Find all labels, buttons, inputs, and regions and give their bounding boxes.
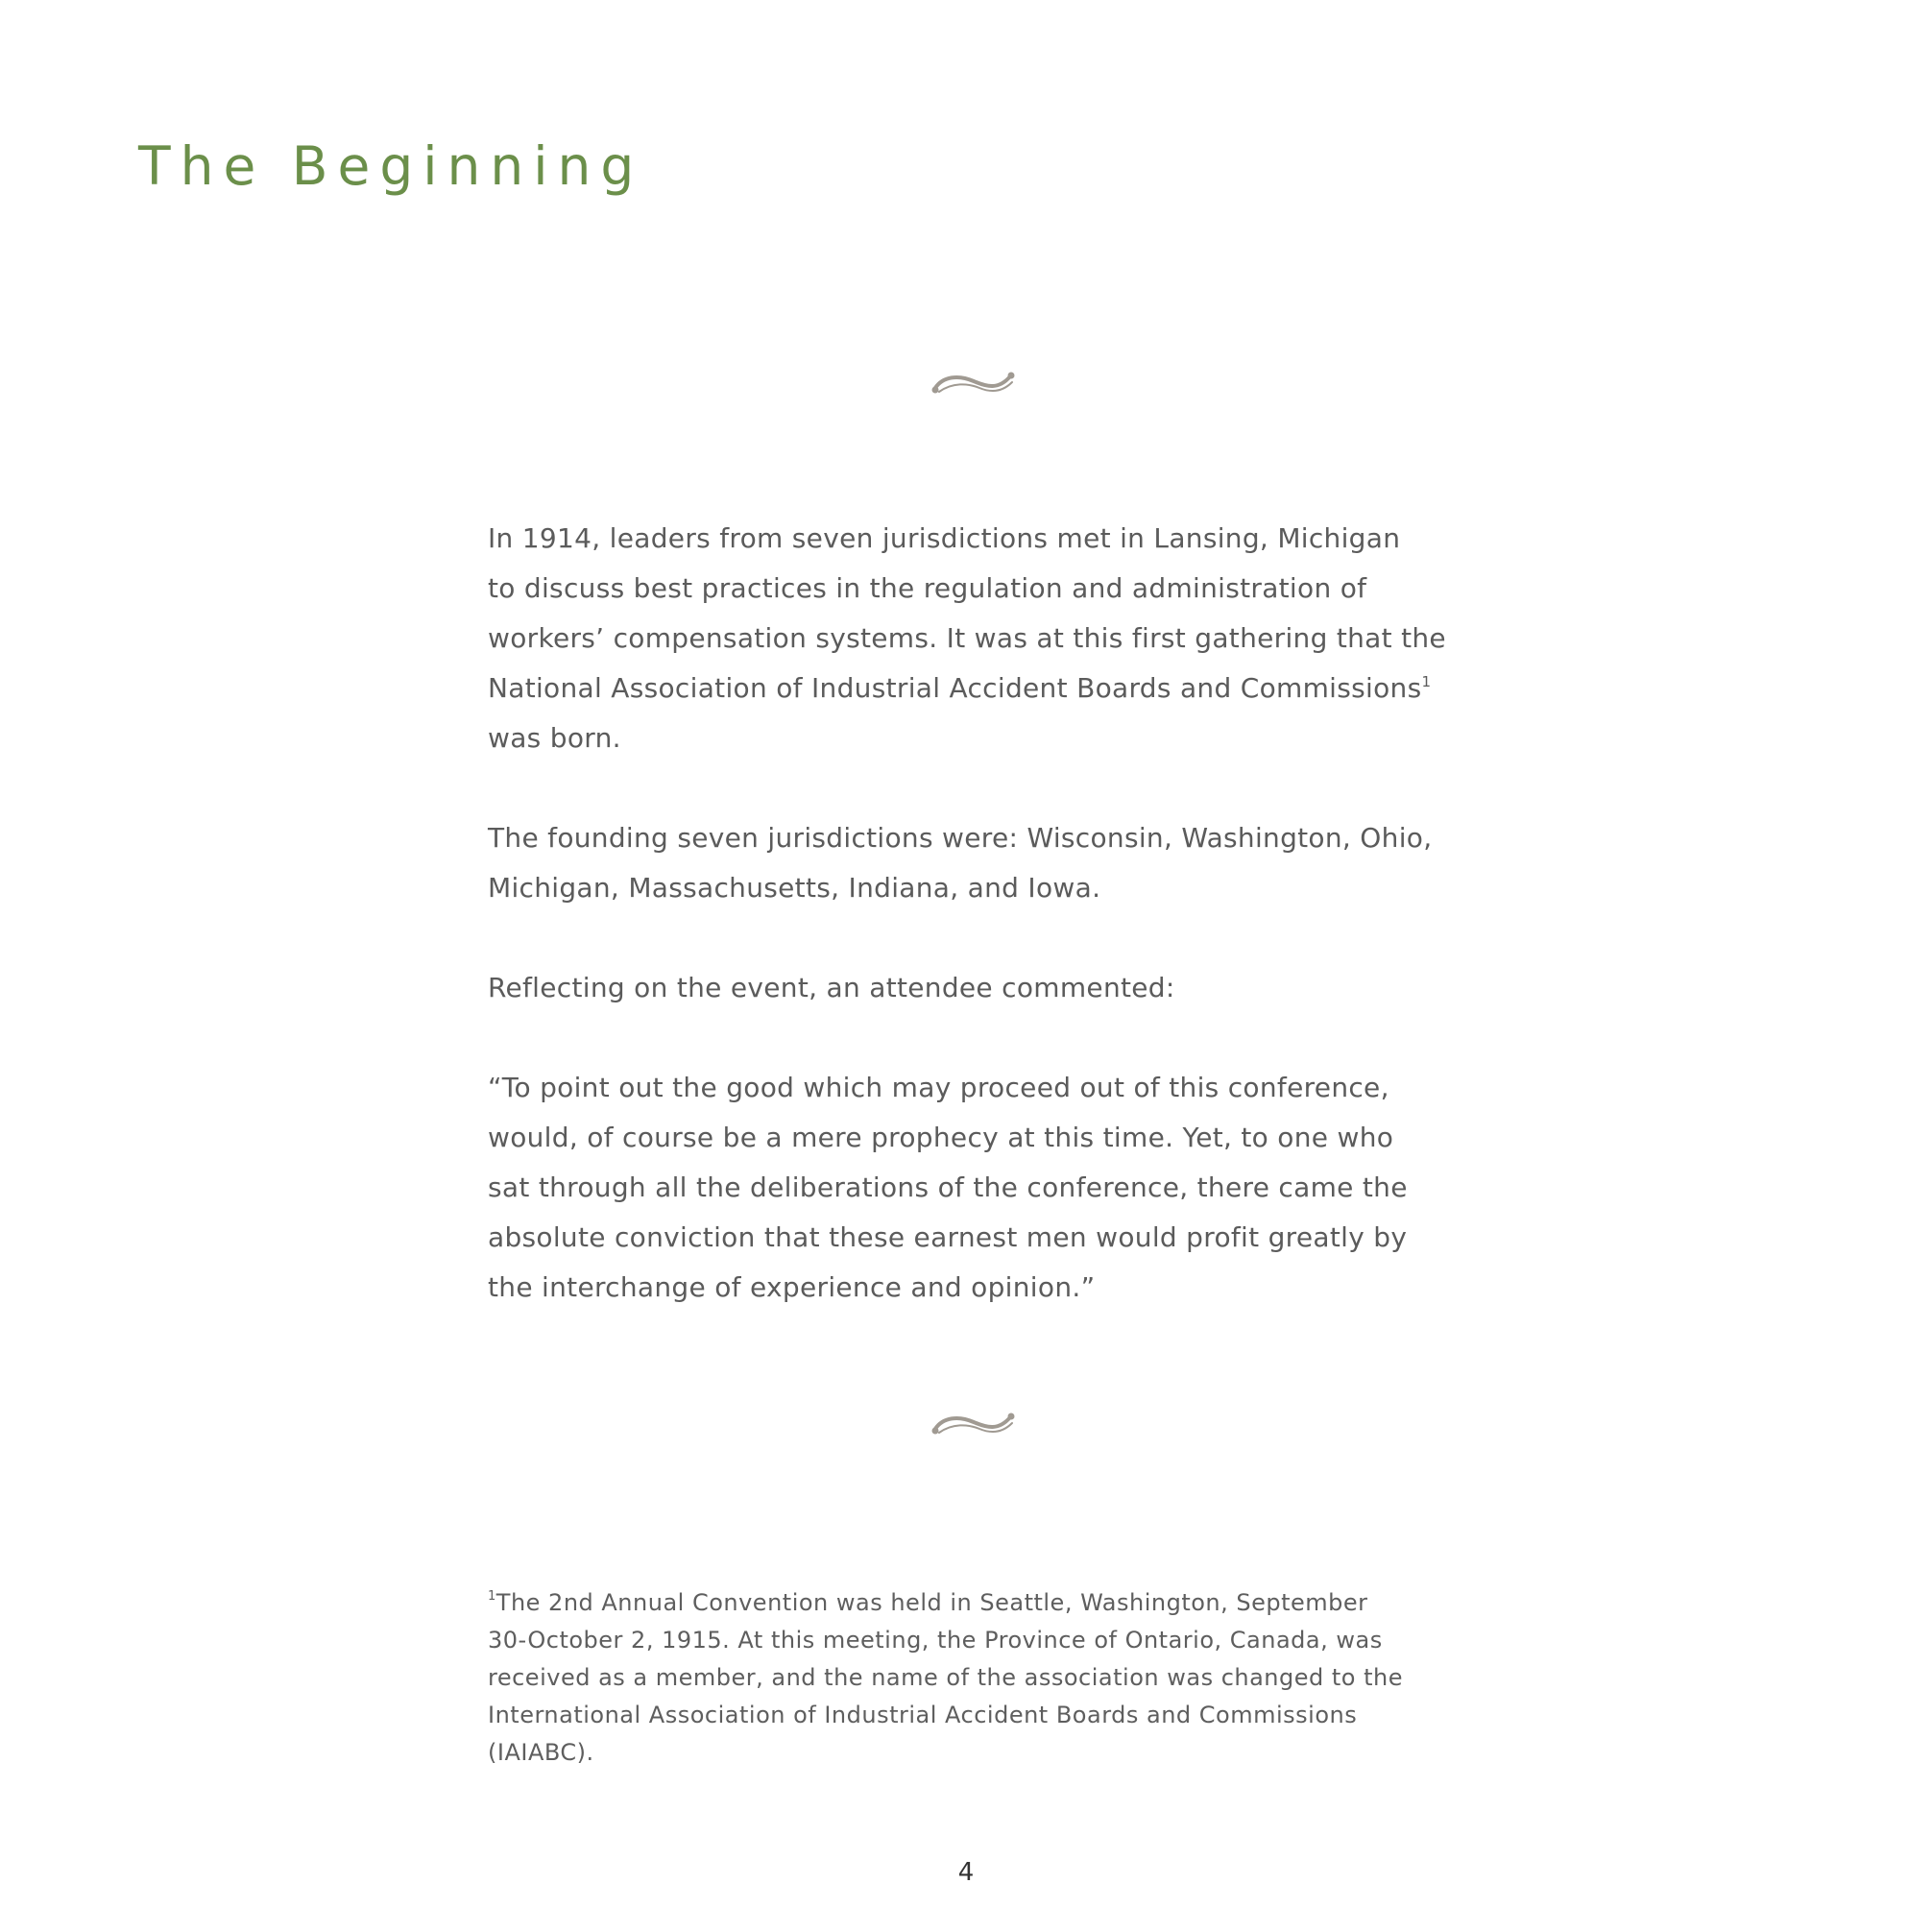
body-text (488, 514, 1515, 1363)
swash-flourish-icon (930, 1408, 1016, 1440)
paragraph-reflection (488, 963, 1515, 1013)
page-title: The Beginning (138, 135, 644, 197)
swash-flourish-icon (930, 367, 1016, 399)
text-line: In 1914, leaders from seven jurisdictions met in Lansing, Michigan (488, 522, 1401, 554)
text-line: was born. (488, 722, 621, 754)
footnote (488, 1584, 1515, 1772)
paragraph-founding (488, 514, 1515, 763)
footnote-reference: 1 (1421, 673, 1432, 690)
text-line: Michigan, Massachusetts, Indiana, and Iowa. (488, 872, 1101, 904)
footnote-line: (IAIABC). (488, 1739, 594, 1766)
paragraph-quote (488, 1063, 1515, 1313)
footnote-line (488, 1584, 1515, 1622)
text-line: The founding seven jurisdictions were: Wisconsin, Washington, Ohio, (488, 822, 1433, 854)
text-line: “To point out the good which may proceed out of this conference, (488, 1072, 1389, 1103)
text-line: absolute conviction that these earnest men would profit greatly by (488, 1221, 1408, 1253)
page-number: 4 (957, 1858, 975, 1887)
footnote-line: received as a member, and the name of the association was changed to the (488, 1664, 1403, 1691)
text-line: to discuss best practices in the regulation and administration of (488, 572, 1367, 604)
footnote-line-content: The 2nd Annual Convention was held in Seattle, Washington, September (495, 1589, 1368, 1616)
text-line-content: National Association of Industrial Accident Boards and Commissions (488, 672, 1422, 704)
paragraph-jurisdictions (488, 813, 1515, 913)
text-line: would, of course be a mere prophecy at this time. Yet, to one who (488, 1122, 1394, 1153)
footnote-marker: 1 (488, 1589, 496, 1604)
text-line (488, 664, 1515, 713)
text-line: workers’ compensation systems. It was at this first gathering that the (488, 622, 1446, 654)
text-line: Reflecting on the event, an attendee commented: (488, 972, 1175, 1003)
text-line: the interchange of experience and opinion.” (488, 1271, 1096, 1303)
footnote-line: 30-October 2, 1915. At this meeting, the Province of Ontario, Canada, was (488, 1627, 1383, 1654)
footnote-line: International Association of Industrial Accident Boards and Commissions (488, 1702, 1358, 1728)
text-line: sat through all the deliberations of the conference, there came the (488, 1171, 1408, 1203)
